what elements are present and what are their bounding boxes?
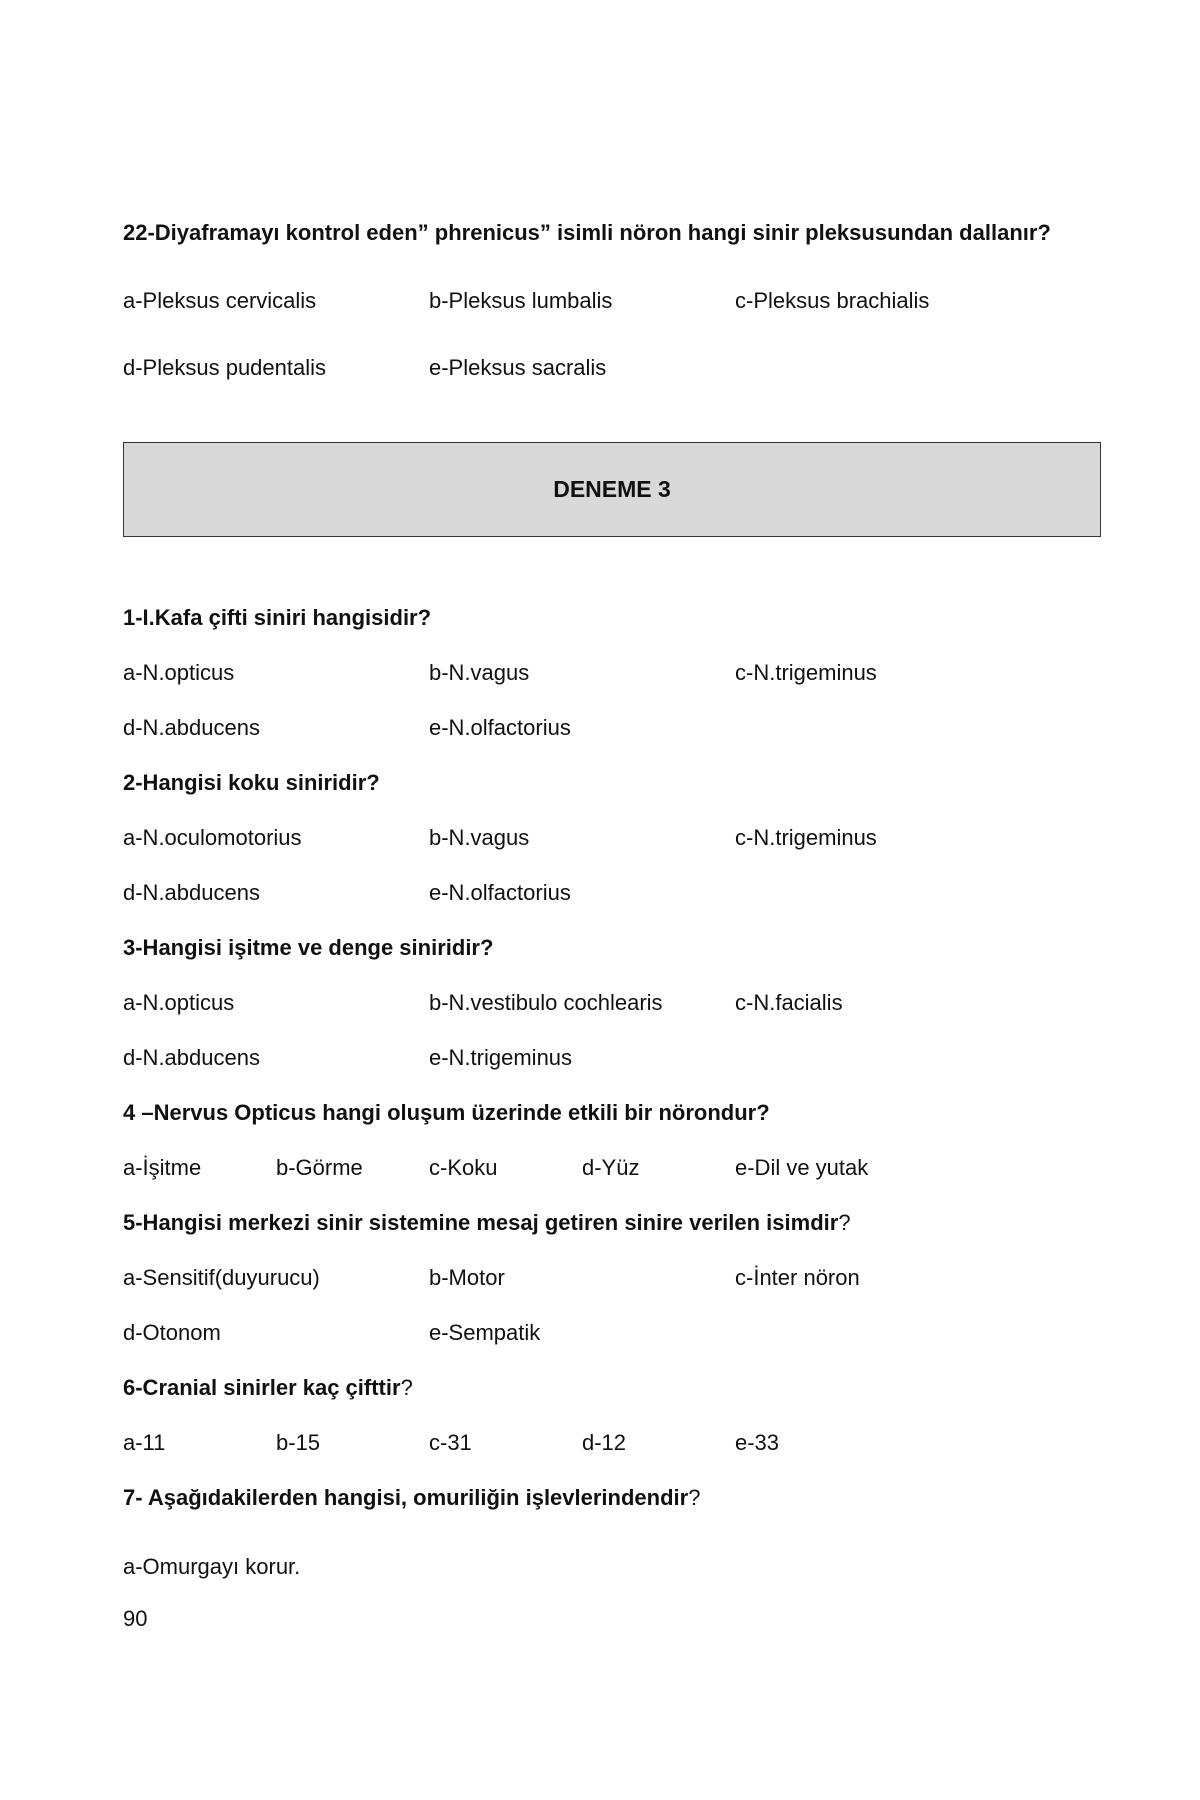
- option-c: c-Koku: [429, 1155, 498, 1180]
- option-d: d-N.abducens: [123, 880, 260, 905]
- option-d: d-Yüz: [582, 1155, 640, 1180]
- option-d: d-12: [582, 1430, 627, 1455]
- question-5-options-row-1: [123, 1264, 1103, 1292]
- question-7-options-row-1: [123, 1553, 1103, 1581]
- option-b: b-Görme: [276, 1155, 363, 1180]
- option-d: d-Otonom: [123, 1320, 221, 1345]
- question-5: [123, 1209, 851, 1237]
- option-a: a-N.opticus: [123, 990, 235, 1015]
- question-5-mark: ?: [838, 1210, 851, 1235]
- question-4-text: 4 –Nervus Opticus hangi oluşum üzerinde etkili bir nörondur?: [123, 1100, 770, 1125]
- question-2-text: 2-Hangisi koku siniridir?: [123, 770, 380, 795]
- question-7-text: 7- Aşağıdakilerden hangisi, omuriliğin işlevlerindendir: [123, 1485, 689, 1510]
- option-a: a-Omurgayı korur.: [123, 1554, 301, 1579]
- question-1-options-row-1: [123, 659, 1103, 687]
- option-b: b-N.vagus: [429, 660, 530, 685]
- option-e: e-N.olfactorius: [429, 880, 571, 905]
- option-a: a-11: [123, 1430, 166, 1455]
- question-22-options-row-2: [123, 354, 1103, 382]
- section-banner: [123, 442, 1101, 537]
- question-5-text: 5-Hangisi merkezi sinir sistemine mesaj getiren sinire verilen isimdir: [123, 1210, 839, 1235]
- option-e: e-N.olfactorius: [429, 715, 571, 740]
- question-6-options-row: [123, 1429, 1103, 1457]
- question-22-options-row-1: [123, 287, 1103, 315]
- option-b: b-Motor: [429, 1265, 505, 1290]
- option-a: a-İşitme: [123, 1155, 202, 1180]
- question-2-options-row-1: [123, 824, 1103, 852]
- option-e: e-Sempatik: [429, 1320, 541, 1345]
- question-7-mark: ?: [688, 1485, 701, 1510]
- question-7: [123, 1484, 700, 1512]
- question-3-options-row-2: [123, 1044, 1103, 1072]
- question-1-text: 1-I.Kafa çifti siniri hangisidir?: [123, 605, 432, 630]
- option-c: c-N.trigeminus: [735, 825, 877, 850]
- option-b: b-Pleksus lumbalis: [429, 288, 613, 313]
- document-page: [123, 0, 1103, 1800]
- option-a: a-N.opticus: [123, 660, 235, 685]
- option-c: c-31: [429, 1430, 472, 1455]
- option-a: a-Sensitif(duyurucu): [123, 1265, 320, 1290]
- question-4-options-row: [123, 1154, 1103, 1182]
- option-e: e-33: [735, 1430, 780, 1455]
- question-6: [123, 1374, 413, 1402]
- question-5-options-row-2: [123, 1319, 1103, 1347]
- option-c: c-Pleksus brachialis: [735, 288, 930, 313]
- option-d: d-N.abducens: [123, 715, 260, 740]
- option-a: a-Pleksus cervicalis: [123, 288, 317, 313]
- option-c: c-İnter nöron: [735, 1265, 860, 1290]
- section-title: DENEME 3: [553, 476, 671, 502]
- question-1-options-row-2: [123, 714, 1103, 742]
- question-6-mark: ?: [400, 1375, 413, 1400]
- option-c: c-N.trigeminus: [735, 660, 877, 685]
- option-b: b-N.vagus: [429, 825, 530, 850]
- option-e: e-Dil ve yutak: [735, 1155, 869, 1180]
- page-number: 90: [123, 1606, 148, 1631]
- option-b: b-15: [276, 1430, 321, 1455]
- option-e: e-N.trigeminus: [429, 1045, 573, 1070]
- question-22-text: 22-Diyaframayı kontrol eden” phrenicus” isimli nöron hangi sinir pleksusundan dallanır?: [123, 220, 1051, 245]
- option-e: e-Pleksus sacralis: [429, 355, 607, 380]
- option-d: d-N.abducens: [123, 1045, 260, 1070]
- question-2-options-row-2: [123, 879, 1103, 907]
- question-6-text: 6-Cranial sinirler kaç çifttir: [123, 1375, 401, 1400]
- question-3-text: 3-Hangisi işitme ve denge siniridir?: [123, 935, 494, 960]
- question-3-options-row-1: [123, 989, 1103, 1017]
- option-b: b-N.vestibulo cochlearis: [429, 990, 663, 1015]
- option-a: a-N.oculomotorius: [123, 825, 302, 850]
- option-c: c-N.facialis: [735, 990, 843, 1015]
- option-d: d-Pleksus pudentalis: [123, 355, 327, 380]
